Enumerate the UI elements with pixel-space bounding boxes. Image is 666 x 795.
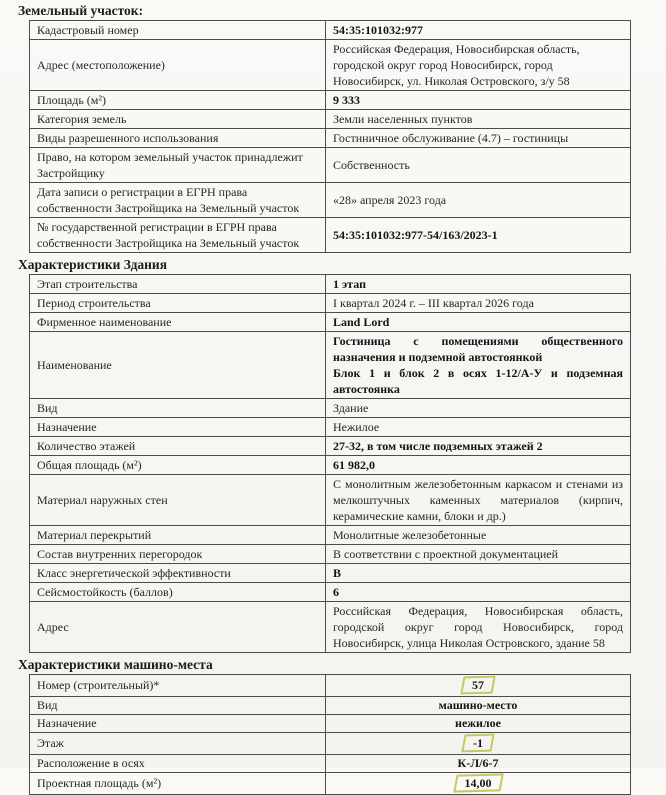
- table-row: [30, 332, 631, 399]
- field-label: Этап строительства: [30, 275, 326, 294]
- table-row: [30, 218, 631, 253]
- table-row: [30, 715, 631, 733]
- table-row: [30, 294, 631, 313]
- field-value: 54:35:101032:977: [326, 21, 631, 40]
- parking-space-table: [29, 674, 631, 795]
- table-row: [30, 545, 631, 564]
- table-row: [30, 583, 631, 602]
- table-row: [30, 110, 631, 129]
- field-value: машино-место: [326, 697, 631, 715]
- table-row: [30, 773, 631, 795]
- table-row: [30, 475, 631, 526]
- land-plot-table: [29, 20, 631, 253]
- building-characteristics-table: [29, 274, 631, 653]
- field-value: Гостиничное обслуживание (4.7) – гостиницы: [326, 129, 631, 148]
- table-row: [30, 456, 631, 475]
- field-value: 54:35:101032:977-54/163/2023-1: [326, 218, 631, 253]
- field-label: Вид: [30, 399, 326, 418]
- table-row: [30, 183, 631, 218]
- field-label: Сейсмостойкость (баллов): [30, 583, 326, 602]
- table-row: [30, 418, 631, 437]
- field-label: Номер (строительный)*: [30, 675, 326, 697]
- field-label: Площадь (м²): [30, 91, 326, 110]
- field-value: Собственность: [326, 148, 631, 183]
- value-paragraph: Блок 1 и блок 2 в осях 1-12/А-У и подземная автостоянка: [333, 366, 623, 396]
- section-title-building: Характеристики Здания: [18, 257, 168, 272]
- section-title-land-plot: Земельный участок:: [18, 3, 144, 18]
- field-value: Монолитные железобетонные: [326, 526, 631, 545]
- table-row: [30, 148, 631, 183]
- field-label: Материал наружных стен: [30, 475, 326, 526]
- value-paragraph: Гостиница с помещениями общественного назначения и подземной автостоянкой: [333, 334, 623, 364]
- field-value: [326, 675, 631, 697]
- field-label: Класс энергетической эффективности: [30, 564, 326, 583]
- marker-highlight-box: [455, 776, 502, 791]
- field-label: № государственной регистрации в ЕГРН права собственности Застройщика на Земельный участок: [30, 218, 326, 253]
- table-row: [30, 40, 631, 91]
- field-label: Расположение в осях: [30, 755, 326, 773]
- table-row: [30, 399, 631, 418]
- highlighted-value: 14,00: [464, 776, 492, 790]
- highlighted-value: 57: [472, 678, 484, 692]
- field-value: [326, 733, 631, 755]
- table-row: [30, 733, 631, 755]
- field-value: С монолитным железобетонным каркасом и стенами из мелкоштучных каменных материалов (кирпич, керамические камни, блоки и др.): [326, 475, 631, 526]
- field-value: Земли населенных пунктов: [326, 110, 631, 129]
- table-row: [30, 437, 631, 456]
- field-label: Дата записи о регистрации в ЕГРН права собственности Застройщика на Земельный участок: [30, 183, 326, 218]
- field-label: Проектная площадь (м²): [30, 773, 326, 795]
- section-title-parking-space: Характеристики машино-места: [18, 657, 213, 672]
- field-value: 9 333: [326, 91, 631, 110]
- field-label: Право, на котором земельный участок принадлежит Застройщику: [30, 148, 326, 183]
- field-value: К-Л/6-7: [326, 755, 631, 773]
- marker-highlight-box: [462, 678, 494, 693]
- field-value: [326, 332, 631, 399]
- field-label: Адрес (местоположение): [30, 40, 326, 91]
- field-label: Состав внутренних перегородок: [30, 545, 326, 564]
- field-label: Этаж: [30, 733, 326, 755]
- field-label: Адрес: [30, 602, 326, 653]
- field-value: [326, 773, 631, 795]
- table-row: [30, 755, 631, 773]
- field-label: Материал перекрытий: [30, 526, 326, 545]
- field-value: Land Lord: [326, 313, 631, 332]
- field-value: Здание: [326, 399, 631, 418]
- field-label: Виды разрешенного использования: [30, 129, 326, 148]
- field-value: В соответствии с проектной документацией: [326, 545, 631, 564]
- table-row: [30, 129, 631, 148]
- field-value: 6: [326, 583, 631, 602]
- field-label: Назначение: [30, 715, 326, 733]
- table-row: [30, 526, 631, 545]
- field-label: Вид: [30, 697, 326, 715]
- field-label: Кадастровый номер: [30, 21, 326, 40]
- field-label: Общая площадь (м²): [30, 456, 326, 475]
- table-row: [30, 91, 631, 110]
- table-row: [30, 564, 631, 583]
- field-value: «28» апреля 2023 года: [326, 183, 631, 218]
- field-value: 61 982,0: [326, 456, 631, 475]
- field-value: 1 этап: [326, 275, 631, 294]
- field-label: Фирменное наименование: [30, 313, 326, 332]
- field-value: I квартал 2024 г. – III квартал 2026 года: [326, 294, 631, 313]
- table-row: [30, 602, 631, 653]
- table-row: [30, 21, 631, 40]
- table-row: [30, 313, 631, 332]
- field-label: Категория земель: [30, 110, 326, 129]
- field-label: Наименование: [30, 332, 326, 399]
- highlighted-value: -1: [473, 736, 483, 750]
- field-label: Назначение: [30, 418, 326, 437]
- field-value: В: [326, 564, 631, 583]
- field-value: нежилое: [326, 715, 631, 733]
- field-label: Количество этажей: [30, 437, 326, 456]
- table-row: [30, 697, 631, 715]
- marker-highlight-box: [463, 736, 493, 751]
- table-row: [30, 275, 631, 294]
- field-value: Российская Федерация, Новосибирская область, городской округ город Новосибирск, город Новосибирск, ул. Николая Островского, з/у 58: [326, 40, 631, 91]
- field-label: Период строительства: [30, 294, 326, 313]
- field-value: 27-32, в том числе подземных этажей 2: [326, 437, 631, 456]
- table-row: [30, 675, 631, 697]
- field-value: Нежилое: [326, 418, 631, 437]
- field-value: Российская Федерация, Новосибирская область, городской округ город Новосибирск, город Новосибирск, улица Николая Островского, здание 58: [326, 602, 631, 653]
